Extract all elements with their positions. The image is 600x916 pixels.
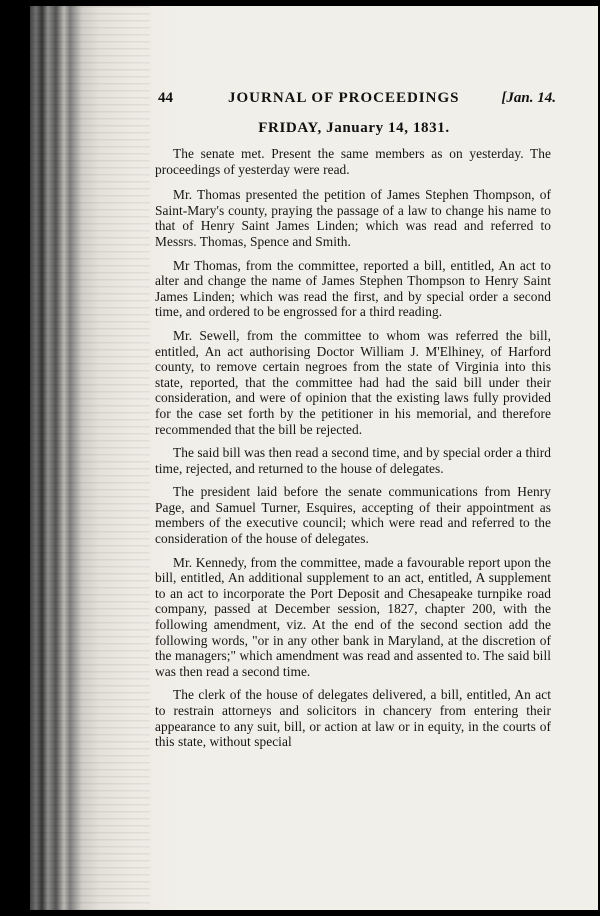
paragraph-thomas-petition: Mr. Thomas presented the petition of James Stephen Thompson, of Saint-Mary's county, praying the passage of a law to change his name to that of Henry Saint James Linden; which was read and referred to Messrs. Thomas, Spence and Smith. [155,187,551,249]
page-number: 44 [158,90,173,106]
header-date: [Jan. 14. [501,90,556,106]
journal-title: JOURNAL OF PROCEEDINGS [228,90,460,106]
running-header [152,90,556,112]
paragraph-senate-met: The senate met. Present the same members as on yesterday. The proceedings of yesterday were read. [155,146,551,177]
paragraph-thomas-report: Mr Thomas, from the committee, reported a bill, entitled, An act to alter and change the name of James Stephen Thompson to Henry Saint James Linden; which was read the first, and by special order a second time, and ordered to be engrossed for a third reading. [155,257,551,320]
journal-body [155,146,551,758]
day-heading: FRIDAY, January 14, 1831. [258,120,450,136]
paragraph-kennedy-report: Mr. Kennedy, from the committee, made a favourable report upon the bill, entitled, An additional supplement to an act, entitled, A supplement to an act to incorporate the Port Deposit and Chesapeake turnpike road company, passed at December session, 1827, chapter 200, with the following amendment, viz. At the end of the second section add the following words, "or in any other bank in Maryland, at the discretion of the managers;" which amendment was read and assented to. The said bill was then read a second time. [155,554,551,679]
paragraph-clerk-delivery: The clerk of the house of delegates delivered, a bill, entitled, An act to restrain attorneys and solicitors in chancery from entering their appearance to any suit, bill, or action at law or in equity, in the courts of this state, without special [155,687,551,750]
paragraph-sewell-report: Mr. Sewell, from the committee to whom was referred the bill, entitled, An act authorising Doctor William J. M'Elhiney, of Harford county, to remove certain negroes from the state of Virginia into this state, reported, that the committee had had the said bill under their consideration, and were of opinion that the existing laws fully provided for the case set forth by the petitioner in his memorial, and therefore recommended that the bill be rejected. [155,327,551,437]
paragraph-bill-rejected: The said bill was then read a second time, and by special order a third time, rejected, and returned to the house of delegates. [155,445,551,476]
page-gutter-texture [30,6,150,910]
paragraph-president-communications: The president laid before the senate communications from Henry Page, and Samuel Turner, Esquires, accepting of their appointment as members of the executive council; which were read and referred to the consideration of the house of delegates. [155,484,551,547]
